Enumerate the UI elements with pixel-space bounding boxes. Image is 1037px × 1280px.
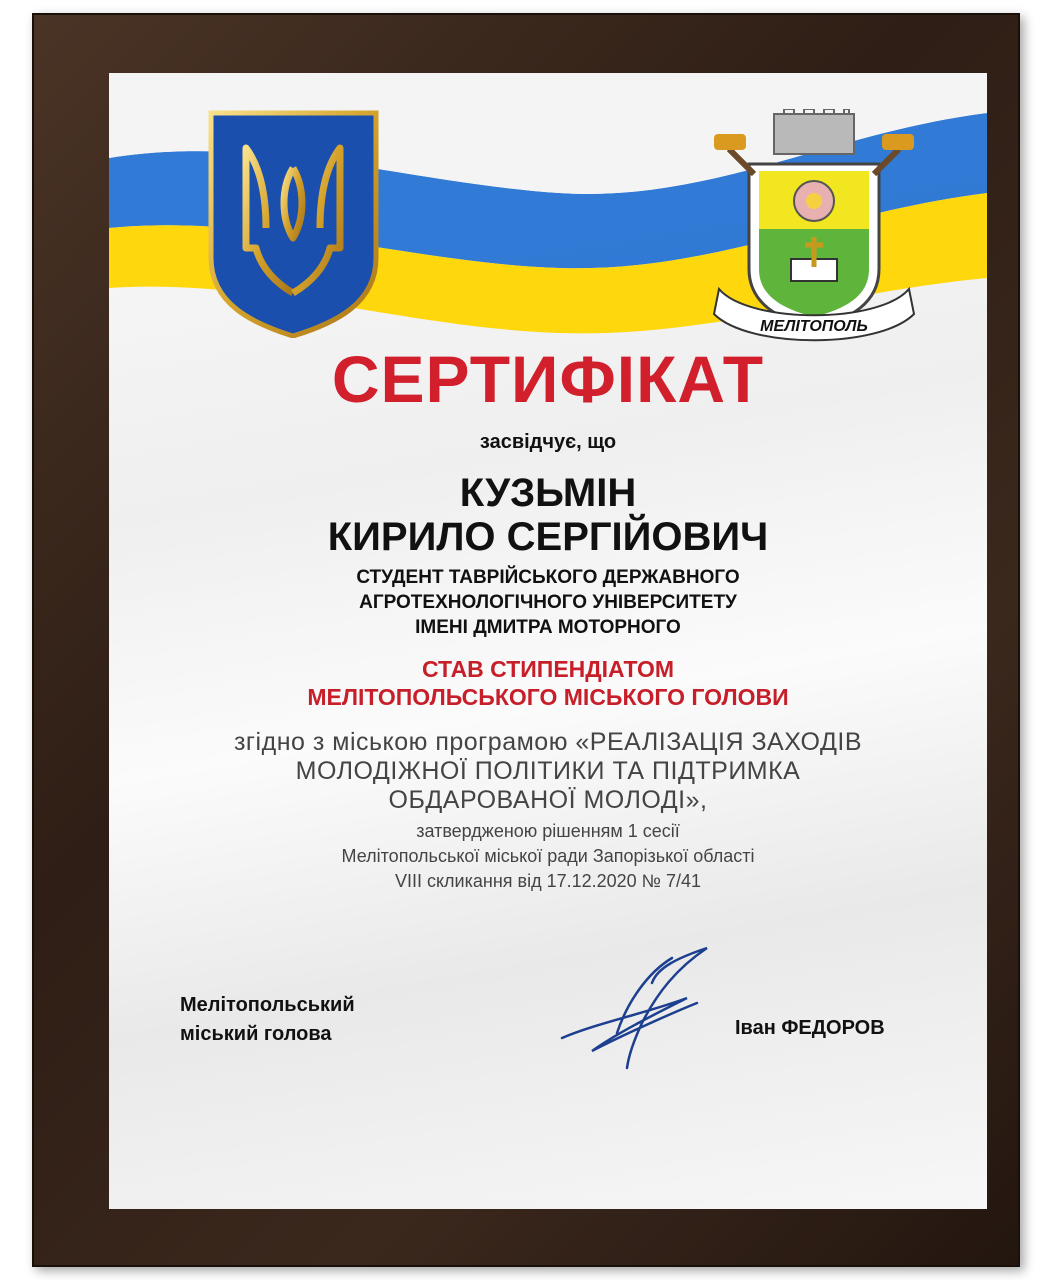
certificate-title: СЕРТИФІКАТ [331, 342, 765, 416]
signer-position-line: Мелітопольський [180, 994, 355, 1016]
signer-name: Іван ФЕДОРОВ [735, 1017, 885, 1039]
program-statement [109, 728, 987, 815]
wood-plaque [32, 13, 1020, 1267]
signature-icon [557, 943, 717, 1073]
trident-emblem-icon [206, 108, 381, 338]
award-line: СТАВ СТИПЕНДІАТОМ [421, 656, 675, 682]
student-affiliation [109, 565, 987, 640]
program-line: згідно з міською програмою «РЕАЛІЗАЦІЯ ЗАХОДІВ [233, 728, 863, 756]
award-line: МЕЛІТОПОЛЬСЬКОГО МІСЬКОГО ГОЛОВИ [307, 684, 789, 710]
recipient-surname: КУЗЬМІН [459, 471, 637, 515]
student-line: ІМЕНІ ДМИТРА МОТОРНОГО [415, 617, 681, 638]
certifies-text: засвідчує, що [479, 431, 617, 453]
certificate-sheet [109, 73, 987, 1209]
approval-statement [109, 819, 987, 894]
program-line: ОБДАРОВАНОЇ МОЛОДІ», [388, 786, 708, 814]
recipient-given-names: КИРИЛО СЕРГІЙОВИЧ [327, 515, 769, 559]
melitopol-coat-of-arms-icon [709, 109, 919, 349]
approval-line: затвердженою рішенням 1 сесії [416, 821, 680, 841]
program-line: МОЛОДІЖНОЇ ПОЛІТИКИ ТА ПІДТРИМКА [295, 757, 801, 785]
student-line: АГРОТЕХНОЛОГІЧНОГО УНІВЕРСИТЕТУ [359, 592, 737, 613]
student-line: СТУДЕНТ ТАВРІЙСЬКОГО ДЕРЖАВНОГО [356, 567, 740, 588]
coat-of-arms-label: МЕЛІТОПОЛЬ [760, 318, 868, 335]
award-statement [109, 655, 987, 711]
approval-line: VIII скликання від 17.12.2020 № 7/41 [394, 871, 702, 891]
signer-position [180, 991, 355, 1049]
signer-position-line: міський голова [180, 1023, 332, 1045]
approval-line: Мелітопольської міської ради Запорізької області [341, 846, 755, 866]
